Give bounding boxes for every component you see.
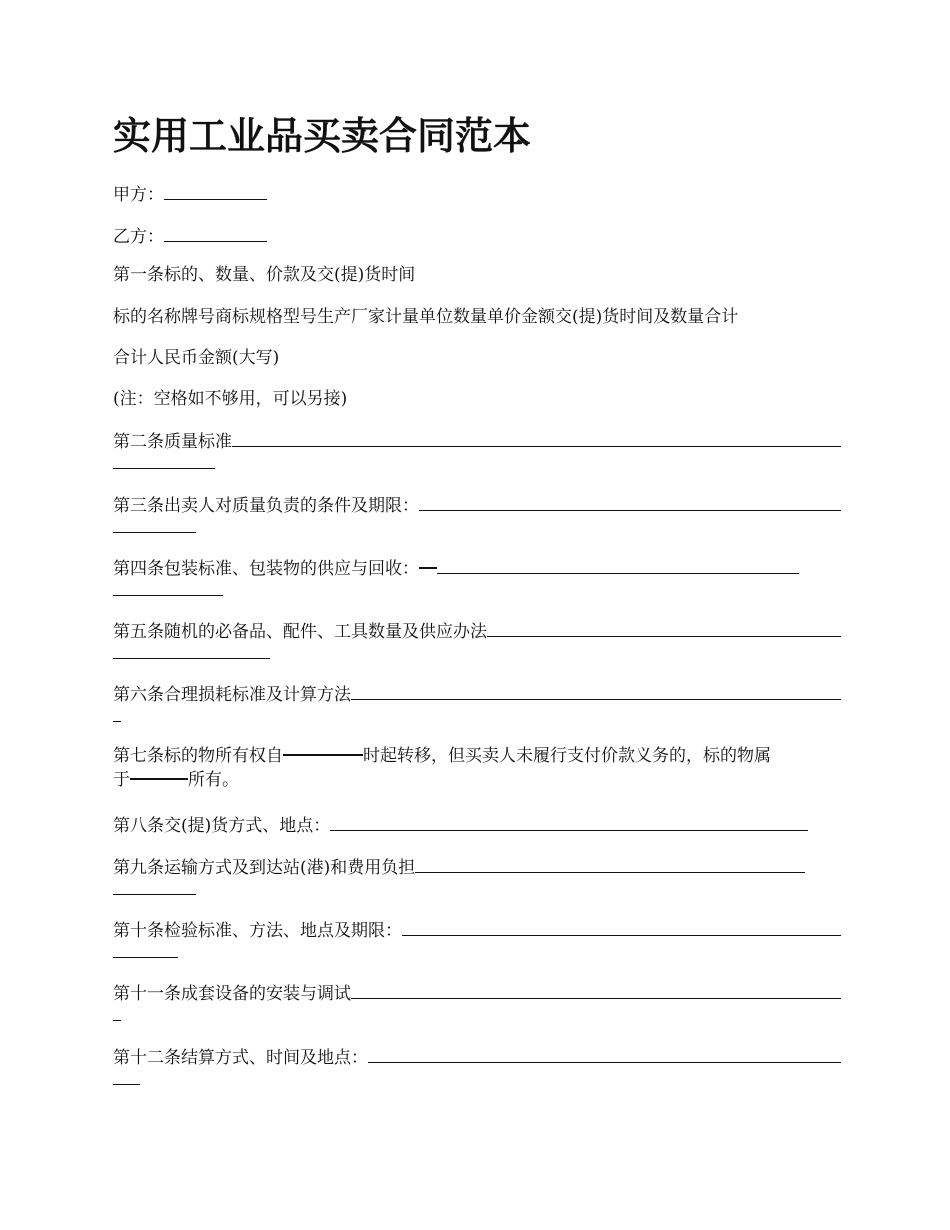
article-5-label: 第五条随机的必备品、配件、工具数量及供应办法 (113, 622, 487, 642)
article-3-continuation (113, 514, 841, 540)
article-6-label: 第六条合理损耗标准及计算方法 (113, 685, 351, 705)
article-6-continuation (113, 703, 841, 729)
article-7-part3: 于 (113, 770, 130, 790)
article-5-blank (487, 618, 841, 637)
party-a-label: 甲方： (113, 185, 164, 205)
article-7-part1: 第七条标的物所有权自 (113, 746, 283, 766)
article-8-blank (330, 812, 808, 831)
article-9-continuation (113, 876, 841, 902)
article-9-label: 第九条运输方式及到达站(港)和费用负担 (113, 858, 416, 878)
article-7-part4: 所有。 (188, 770, 239, 790)
article-1: 第一条标的、数量、价款及交(提)货时间 (113, 265, 416, 285)
party-b-label: 乙方： (113, 227, 164, 247)
article-4-blank (437, 555, 799, 574)
document-page (113, 0, 841, 1230)
total-amount-line: 合计人民币金额(大写) (113, 348, 280, 368)
article-4-dash (419, 567, 437, 569)
article-5-continuation (113, 640, 841, 666)
article-3-blank-cont (113, 514, 196, 533)
party-b-line (113, 223, 841, 249)
page-title: 实用工业品买卖合同范本 (113, 113, 532, 158)
article-2-label: 第二条质量标准 (113, 432, 232, 452)
article-9-blank (415, 854, 805, 873)
article-10-label: 第十条检验标准、方法、地点及期限： (113, 921, 402, 941)
article-8-label: 第八条交(提)货方式、地点： (113, 816, 331, 836)
article-5-blank-cont (113, 640, 270, 659)
article-7-dash-1 (283, 754, 363, 756)
party-a-blank (164, 181, 267, 200)
article-7-line (113, 745, 841, 768)
article-7-part2: 时起转移，但买卖人未履行支付价款义务的，标的物属 (363, 746, 771, 766)
party-b-blank (164, 223, 267, 242)
article-7-dash-2 (130, 778, 188, 780)
article-7-line-2 (113, 769, 841, 792)
article-4-blank-cont (113, 577, 223, 596)
article-6-blank-cont (113, 703, 121, 722)
article-4-label: 第四条包装标准、包装物的供应与回收： (113, 559, 419, 579)
article-6-blank (351, 681, 841, 700)
article-11-blank (351, 980, 841, 999)
party-a-line (113, 181, 841, 207)
article-11-continuation (113, 1002, 841, 1028)
article-10-blank-cont (113, 939, 178, 958)
article-8-line (113, 812, 841, 838)
article-12-label: 第十二条结算方式、时间及地点： (113, 1048, 368, 1068)
article-3-label: 第三条出卖人对质量负责的条件及期限： (113, 496, 419, 516)
article-11-blank-cont (113, 1002, 121, 1021)
article-10-blank (402, 917, 841, 936)
article-11-label: 第十一条成套设备的安装与调试 (113, 984, 351, 1004)
note-line: (注：空格如不够用，可以另接) (113, 389, 348, 409)
article-12-blank-cont (113, 1066, 140, 1085)
article-2-continuation (113, 450, 841, 476)
article-3-blank (419, 492, 841, 511)
article-9-blank-cont (113, 876, 196, 895)
article-4-continuation (113, 577, 841, 603)
article-12-blank (368, 1044, 841, 1063)
article-12-continuation (113, 1066, 841, 1092)
article-10-continuation (113, 939, 841, 965)
article-2-blank (232, 428, 841, 447)
article-2-blank-cont (113, 450, 215, 469)
table-header-text: 标的名称牌号商标规格型号生产厂家计量单位数量单价金额交(提)货时间及数量合计 (113, 307, 739, 327)
